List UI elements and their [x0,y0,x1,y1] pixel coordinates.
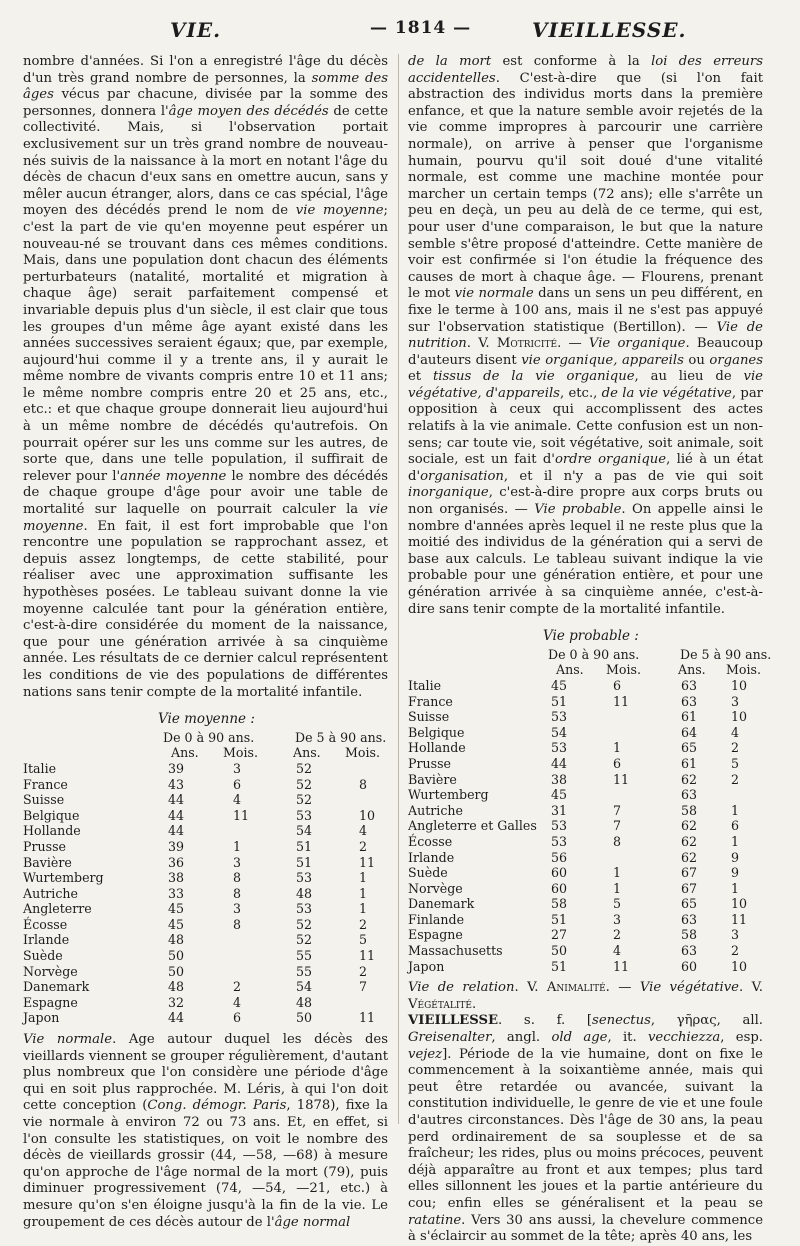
months-0-90-cell: 6 [613,755,622,771]
months-0-90-cell: 4 [233,792,242,808]
years-5-90-cell: 63 [681,787,698,803]
country-cell: Japon [23,1010,60,1026]
table-title: Vie probable : [543,628,639,645]
years-0-90-cell: 44 [168,1010,185,1026]
months-5-90-cell: 9 [731,865,740,881]
table-row [408,678,763,694]
months-0-90-cell: 11 [233,807,250,823]
table-row [408,865,763,881]
months-5-90-cell: 2 [731,740,740,756]
months-0-90-cell: 3 [233,901,242,917]
months-0-90-cell: 6 [233,776,242,792]
years-0-90-cell: 51 [551,693,568,709]
years-5-90-cell: 54 [296,979,313,995]
country-cell: Norvège [408,880,463,896]
country-cell: Irlande [408,849,455,865]
table-row [23,979,388,995]
months-5-90-cell: 2 [359,916,368,932]
years-0-90-cell: 48 [168,932,185,948]
months-0-90-cell: 8 [233,916,242,932]
table-row [408,881,763,897]
years-5-90-cell: 52 [296,932,313,948]
years-0-90-cell: 60 [551,880,568,896]
years-5-90-cell: 63 [681,911,698,927]
entry-headword: VIEILLESSE [408,1013,499,1029]
months-5-90-cell: 5 [359,932,368,948]
years-5-90-cell: 51 [296,854,313,870]
years-5-90-cell: 52 [296,760,313,776]
country-cell: Hollande [408,740,466,756]
years-5-90-cell: 61 [681,755,698,771]
years-0-90-cell: 45 [168,916,185,932]
country-cell: France [408,693,453,709]
table-row [408,927,763,943]
months-5-90-cell: 4 [359,823,368,839]
years-5-90-cell: 50 [296,1010,313,1026]
years-5-90-cell: 55 [296,963,313,979]
months-0-90-cell: 8 [233,870,242,886]
country-cell: Autriche [408,802,463,818]
years-5-90-cell: 55 [296,948,313,964]
years-5-90-cell: 67 [681,880,698,896]
months-0-90-cell: 6 [613,677,622,693]
country-cell: Espagne [408,927,463,943]
country-cell: Danemark [408,896,475,912]
years-5-90-cell: 67 [681,865,698,881]
table-row [408,740,763,756]
years-5-90-cell: 48 [296,885,313,901]
table-sub-header: Ans. Mois. Ans. Mois. [171,745,380,761]
months-0-90-cell: 6 [233,1010,242,1026]
country-cell: Bavière [23,854,72,870]
months-0-90-cell: 7 [613,818,622,834]
years-5-90-cell: 58 [681,927,698,943]
table-row [408,709,763,725]
country-cell: Autriche [23,885,78,901]
years-0-90-cell: 56 [551,849,568,865]
years-0-90-cell: 53 [551,740,568,756]
years-5-90-cell: 62 [681,771,698,787]
months-5-90-cell: 10 [359,807,376,823]
country-cell: Bavière [408,771,457,787]
months-0-90-cell: 1 [613,880,622,896]
months-5-90-cell: 10 [731,709,748,725]
years-5-90-cell: 64 [681,724,698,740]
table-group-header: De 0 à 90 ans. De 5 à 90 ans. [548,646,772,662]
years-5-90-cell: 60 [681,958,698,974]
years-5-90-cell: 62 [681,833,698,849]
country-cell: Prusse [23,838,66,854]
table-row [408,834,763,850]
months-0-90-cell: 1 [613,740,622,756]
months-5-90-cell: 1 [359,901,368,917]
country-cell: Écosse [23,916,68,932]
years-0-90-cell: 27 [551,927,568,943]
years-5-90-cell: 53 [296,807,313,823]
table-row [23,855,388,871]
table-vie-moyenne [23,711,388,1026]
years-5-90-cell: 51 [296,838,313,854]
months-5-90-cell: 11 [731,911,748,927]
months-0-90-cell: 4 [613,943,622,959]
months-0-90-cell: 8 [613,833,622,849]
country-cell: Suède [23,948,63,964]
months-5-90-cell: 1 [731,802,740,818]
months-5-90-cell: 6 [731,818,740,834]
table-body [23,761,388,1026]
months-5-90-cell: 4 [731,724,740,740]
country-cell: Belgique [23,807,80,823]
months-0-90-cell: 1 [613,865,622,881]
months-5-90-cell: 2 [731,943,740,959]
years-0-90-cell: 44 [168,792,185,808]
table-row [23,917,388,933]
table-row [23,932,388,948]
months-5-90-cell: 11 [359,854,376,870]
months-0-90-cell: 8 [233,885,242,901]
months-5-90-cell: 2 [359,838,368,854]
table-row [23,823,388,839]
running-head-left: VIE. [170,18,222,42]
country-cell: Danemark [23,979,90,995]
months-5-90-cell: 1 [731,833,740,849]
years-0-90-cell: 51 [551,911,568,927]
years-5-90-cell: 54 [296,823,313,839]
years-5-90-cell: 48 [296,994,313,1010]
years-0-90-cell: 32 [168,994,185,1010]
months-5-90-cell: 2 [359,963,368,979]
country-cell: Irlande [23,932,70,948]
years-5-90-cell: 52 [296,792,313,808]
table-body [408,678,763,974]
country-cell: Angleterre [23,901,92,917]
right-column [408,54,772,1246]
years-0-90-cell: 45 [551,677,568,693]
table-row [408,943,763,959]
table-row [23,808,388,824]
months-0-90-cell: 5 [613,896,622,912]
country-cell: Wurtemberg [23,870,104,886]
months-0-90-cell: 1 [233,838,242,854]
months-0-90-cell: 2 [613,927,622,943]
months-5-90-cell: 3 [731,693,740,709]
table-row [408,896,763,912]
country-cell: Belgique [408,724,465,740]
entry-vieillesse: VIEILLESSE. s. f. [senectus, γῆρας, all. Greisenalter, angl. old age, it. vecchiezza, esp. vejez]. Période de la vie humaine, dont on fixe le commencement à la soixantième année, mais qui peut être retardée ou avancée, suivant la constitution individuelle, le genre de vie et une foule d'autres circonstances. Dès l'âge de 30 ans, la peau perd ordinairement de sa souplesse et de sa fraîcheur; les rides, plus ou moins précoces, peuvent déjà apparaître au front et aux tempes; plus tard elles sillonnent les joues et la partie antérieure du cou; enfin elles se généralisent et la peau se ratatine. Vers 30 ans aussi, la chevelure commence à s'éclaircir au sommet de la tête; après 40 ans, les [408,1013,763,1245]
months-5-90-cell: 1 [731,880,740,896]
months-5-90-cell: 1 [359,870,368,886]
left-column [23,54,388,1231]
country-cell: Angleterre et Galles [408,818,537,834]
table-row [408,756,763,772]
months-5-90-cell: 9 [731,849,740,865]
years-5-90-cell: 63 [681,693,698,709]
years-0-90-cell: 36 [168,854,185,870]
table-row [408,694,763,710]
table-row [408,959,763,975]
table-row [23,761,388,777]
table-row [408,818,763,834]
years-5-90-cell: 65 [681,896,698,912]
years-0-90-cell: 39 [168,838,185,854]
page-number: — 1814 — [370,18,472,38]
table-row [23,995,388,1011]
country-cell: Italie [408,677,442,693]
years-0-90-cell: 60 [551,865,568,881]
years-5-90-cell: 58 [681,802,698,818]
table-row [23,839,388,855]
table-row [23,777,388,793]
months-0-90-cell: 3 [613,911,622,927]
years-0-90-cell: 54 [551,724,568,740]
years-5-90-cell: 63 [681,943,698,959]
months-0-90-cell: 3 [233,760,242,776]
country-cell: Wurtemberg [408,787,489,803]
country-cell: Finlande [408,911,465,927]
months-5-90-cell: 10 [731,958,748,974]
years-0-90-cell: 50 [551,943,568,959]
table-row [408,803,763,819]
country-cell: Hollande [23,823,81,839]
years-0-90-cell: 43 [168,776,185,792]
paragraph-vie-moyenne: nombre d'années. Si l'on a enregistré l'âge du décès d'un très grand nombre de personnes, la somme des âges vécus par chacune, divisée par la somme des personnes, donnera l'âge moyen des décédés de cette collectivité. Mais, si l'observation portait exclusivement sur un très grand nombre de nouveau-nés suivis de la naissance à la mort en notant l'âge du décès de chacun d'eux sans en omettre aucun, sans y mêler aucun étranger, alors, dans ce cas spécial, l'âge moyen des décédés prend le nom de vie moyenne; c'est la part de vie qu'en moyenne peut espérer un nouveau-né se trouvant dans ces mêmes conditions. Mais, dans une population dont chacun des éléments perturbateurs (natalité, mortalité et migration à chaque âge) serait parfaitement compensé et invariable depuis plus d'un siècle, il est clair que tous les groupes d'un même âge ayant existé dans les années successives seraient égaux; que, par exemple, aujourd'hui comme il y a trente ans, il y aurait le même nombre de vivants compris entre 10 et 11 ans; le même nombre compris entre 20 et 25 ans, etc., etc.: et que chaque groupe donnerait lieu aujourd'hui à un même nombre de décédés qu'autrefois. On pourrait opérer sur les uns comme sur les autres, de sorte que, dans une telle population, il suffirait de relever pour l'année moyenne le nombre des décédés de chaque groupe d'âge pour avoir une table de mortalité sur laquelle on pourrait calculer la vie moyenne. En fait, il est fort improbable que l'on rencontre une population se rapprochant assez, et depuis assez longtemps, de cette stabilité, pour réaliser avec une approximation suffisante les hypothèses posées. Le tableau suivant donne la vie moyenne calculée tant pour la génération entière, c'est-à-dire considérée du moment de la naissance, que pour une génération arrivée à sa cinquième année. Les résultats de ce dernier calcul représentent les conditions de vie des populations de différentes nations sans tenir compte de la mortalité infantile. [23,54,389,700]
years-0-90-cell: 44 [168,823,185,839]
months-5-90-cell: 7 [359,979,368,995]
table-row [23,886,388,902]
months-5-90-cell: 11 [359,1010,376,1026]
table-row [23,870,388,886]
table-row [408,850,763,866]
months-0-90-cell: 7 [613,802,622,818]
table-group-header: De 0 à 90 ans. De 5 à 90 ans. [163,729,387,745]
country-cell: Norvège [23,963,78,979]
table-row [408,787,763,803]
months-0-90-cell: 11 [613,693,630,709]
months-5-90-cell: 10 [731,677,748,693]
months-5-90-cell: 5 [731,755,740,771]
years-5-90-cell: 65 [681,740,698,756]
country-cell: Italie [23,760,57,776]
country-cell: Écosse [408,833,453,849]
months-5-90-cell: 3 [731,927,740,943]
table-row [23,964,388,980]
years-5-90-cell: 61 [681,709,698,725]
years-0-90-cell: 45 [168,901,185,917]
years-0-90-cell: 39 [168,760,185,776]
years-5-90-cell: 52 [296,916,313,932]
years-0-90-cell: 45 [551,787,568,803]
country-cell: Japon [408,958,445,974]
country-cell: Suisse [408,709,450,725]
years-0-90-cell: 38 [551,771,568,787]
table-row [23,901,388,917]
years-0-90-cell: 48 [168,979,185,995]
country-cell: Suisse [23,792,65,808]
years-0-90-cell: 33 [168,885,185,901]
table-title: Vie moyenne : [158,711,255,728]
column-divider [398,54,399,1124]
years-5-90-cell: 53 [296,901,313,917]
table-row [408,912,763,928]
years-0-90-cell: 44 [168,807,185,823]
years-0-90-cell: 51 [551,958,568,974]
months-5-90-cell: 1 [359,885,368,901]
table-row [23,1010,388,1026]
country-cell: Espagne [23,994,78,1010]
country-cell: Prusse [408,755,451,771]
years-5-90-cell: 52 [296,776,313,792]
table-row [408,725,763,741]
table-row [408,772,763,788]
years-0-90-cell: 53 [551,833,568,849]
country-cell: France [23,776,68,792]
years-0-90-cell: 53 [551,709,568,725]
months-0-90-cell: 11 [613,958,630,974]
years-0-90-cell: 50 [168,948,185,964]
months-0-90-cell: 3 [233,854,242,870]
months-5-90-cell: 10 [731,896,748,912]
paragraph-vie-normale: Vie normale. Age autour duquel les décès des vieillards viennent se grouper régulièrement, d'autant plus nombreux que l'on considère une période d'âge qui en soit plus rapprochée. M. Léris, à qui l'on doit cette conception (Cong. démogr. Paris, 1878), fixe la vie normale à environ 72 ou 73 ans. Et, en effet, si l'on consulte les statistiques, on voit le nombre des décès de vieillards grossir (44, —58, —68) à mesure qu'on approche de l'âge normal de la mort (79), puis diminuer progressivement (74, —54, —21, etc.) à mesure qu'on s'en éloigne jusqu'à la fin de la vie. Le groupement de ces décès autour de l'âge normal [23,1032,388,1230]
years-0-90-cell: 53 [551,818,568,834]
years-5-90-cell: 62 [681,818,698,834]
months-5-90-cell: 11 [359,948,376,964]
table-sub-header: Ans. Mois. Ans. Mois. [556,662,761,678]
years-5-90-cell: 63 [681,677,698,693]
paragraph-vie-relation: Vie de relation. V. Animalité. — Vie végétative. V. Végétalité. [408,980,763,1012]
months-5-90-cell: 2 [731,771,740,787]
table-row [23,792,388,808]
months-5-90-cell: 8 [359,776,368,792]
years-5-90-cell: 53 [296,870,313,886]
years-0-90-cell: 44 [551,755,568,771]
months-0-90-cell: 11 [613,771,630,787]
country-cell: Suède [408,865,448,881]
years-0-90-cell: 50 [168,963,185,979]
years-0-90-cell: 38 [168,870,185,886]
years-0-90-cell: 58 [551,896,568,912]
years-0-90-cell: 31 [551,802,568,818]
country-cell: Massachusetts [408,943,503,959]
months-0-90-cell: 2 [233,979,242,995]
running-head-right: VIEILLESSE. [532,18,687,42]
paragraph-vie-normale-cont: de la mort est conforme à la loi des erreurs accidentelles. C'est-à-dire que (si l'on fait abstraction des individus morts dans la première enfance, et que la nature semble avoir rejetés de la vie comme impropres à parcourir une carrière normale), on arrive à penser que l'organisme humain, pourvu qu'il soit doué d'une vitalité normale, est comme une machine montée pour marcher un certain temps (72 ans); elle s'arrête un peu en deçà, un peu au delà de ce terme, qui est, pour user d'une comparaison, le but que la nature semble s'être proposé d'atteindre. Cette manière de voir est confirmée si l'on étudie la fréquence des causes de mort à chaque âge. — Flourens, prenant le mot vie normale dans un sens un peu différent, en fixe le terme à 100 ans, mais il ne s'est pas appuyé sur l'observation statistique (Bertillon). — Vie de nutrition. V. Motricité. — Vie organique. Beaucoup d'auteurs disent vie organique, appareils ou organes et tissus de la vie organique, au lieu de vie végétative, d'appareils, etc., de la vie végétative, par opposition à ceux qui accomplissent des actes relatifs à la vie animale. Cette confusion est un non-sens; car toute vie, soit végétative, soit animale, soit sociale, est un fait d'ordre organique, lié à un état d'organisation, et il n'y a pas de vie qui soit inorganique, c'est-à-dire propre aux corps bruts ou non organisés. — Vie probable. On appelle ainsi le nombre d'années après lequel il ne reste plus que la moitié des individus de la génération qui a servi de base aux calculs. Le tableau suivant indique la vie probable pour une génération entière, et pour une génération arrivée à sa cinquième année, c'est-à-dire sans tenir compte de la mortalité infantile. [408,54,764,617]
years-5-90-cell: 62 [681,849,698,865]
table-vie-probable [408,628,772,974]
months-0-90-cell: 4 [233,994,242,1010]
table-row [23,948,388,964]
